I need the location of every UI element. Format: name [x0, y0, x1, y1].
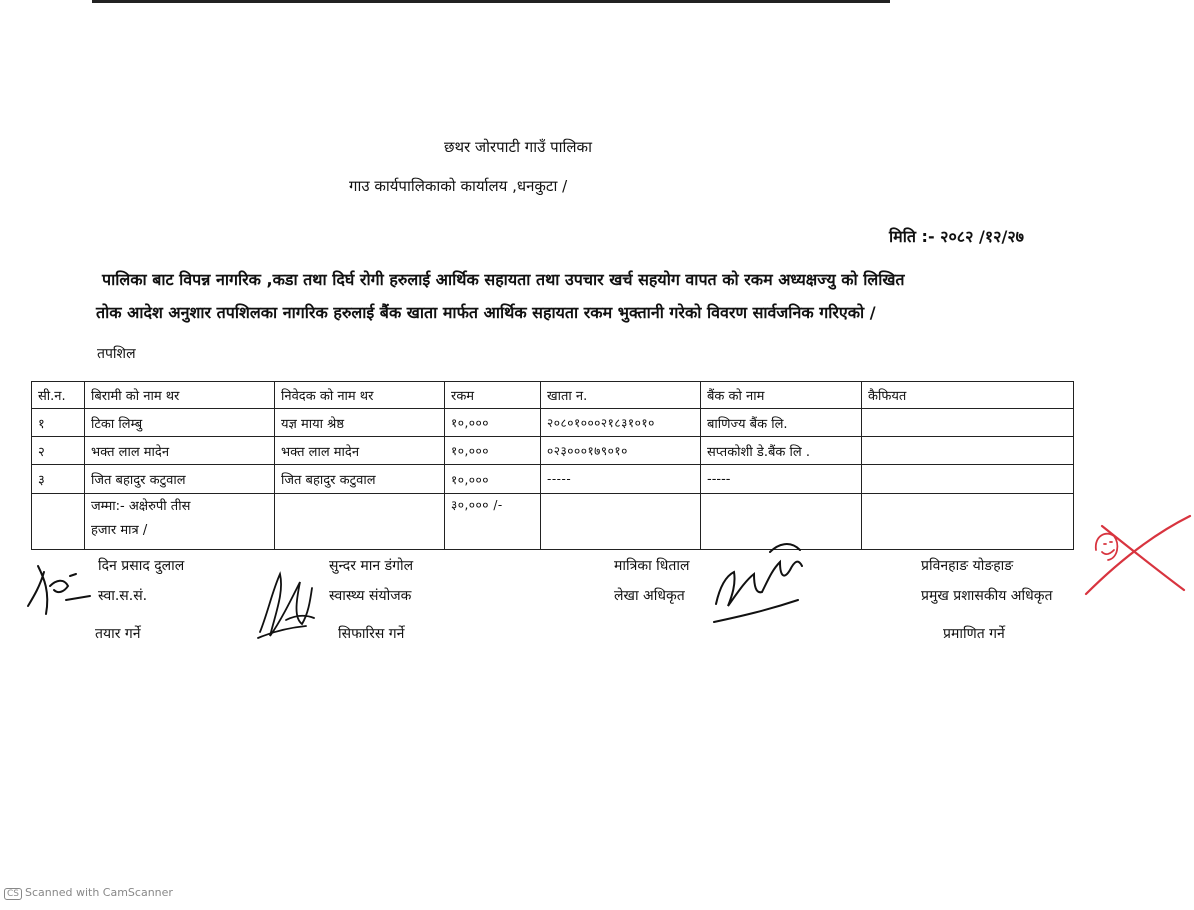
- table-row: [32, 465, 1074, 493]
- column-header: निवेदक को नाम थर: [275, 382, 445, 409]
- amount-cell: १०,०००: [445, 465, 541, 493]
- signatory-2-title: स्वास्थ्य संयोजक: [329, 588, 412, 604]
- total-applicant-cell: [275, 493, 445, 549]
- applicant-name-cell: भक्त लाल मादेन: [275, 437, 445, 465]
- table-row: [32, 409, 1074, 437]
- column-header: रकम: [445, 382, 541, 409]
- total-account-cell: [541, 493, 701, 549]
- signatory-2-name: सुन्दर मान डंगोल: [329, 558, 414, 574]
- approval-mark-icon: [1080, 510, 1194, 606]
- remarks-cell: [862, 409, 1074, 437]
- beneficiary-table: [31, 381, 1074, 550]
- remarks-cell: [862, 437, 1074, 465]
- signatory-4-title: प्रमुख प्रशासकीय अधिकृत: [921, 588, 1053, 604]
- signature-3-handwritten: [706, 536, 814, 628]
- applicant-name-cell: यज्ञ माया श्रेष्ठ: [275, 409, 445, 437]
- total-serial-cell: [32, 493, 85, 549]
- notice-line-2: तोक आदेश अनुशार तपशिलका नागरिक हरुलाई बैंक खाता मार्फत आर्थिक सहायता रकम भुक्तानी गरेको विवरण सार्वजनिक गरिएको /: [96, 303, 876, 322]
- table-row: [32, 437, 1074, 465]
- notice-line-1: पालिका बाट विपन्न नागरिक ,कडा तथा दिर्घ रोगी हरुलाई आर्थिक सहायता तथा उपचार खर्च सहयोग वापत को रकम अध्यक्षज्यु को लिखित: [102, 270, 905, 289]
- patient-name-cell: भक्त लाल मादेन: [85, 437, 275, 465]
- signature-1-handwritten: [20, 556, 100, 620]
- total-label-line-1: जम्मा:- अक्षेरुपी तीस: [91, 498, 191, 514]
- remarks-cell: [862, 465, 1074, 493]
- total-label-cell: [85, 493, 275, 549]
- signature-2-handwritten: [250, 562, 330, 644]
- bank-name-cell: बाणिज्य बैंक लि.: [701, 409, 862, 437]
- date-line: मिति :- २०८२ /१२/२७: [889, 227, 1024, 246]
- account-number-cell: ०२३०००१७९०१०: [541, 437, 701, 465]
- scanner-text: Scanned with CamScanner: [25, 886, 173, 899]
- camscanner-logo-icon: CS: [4, 888, 22, 900]
- org-name: छथर जोरपाटी गाउँ पालिका: [444, 138, 592, 156]
- account-number-cell: २०८०१०००२१८३१०१०: [541, 409, 701, 437]
- table-header-row: [32, 382, 1074, 409]
- column-header: सी.न.: [32, 382, 85, 409]
- column-header: कैफियत: [862, 382, 1074, 409]
- signatory-4-role: प्रमाणित गर्ने: [943, 626, 1005, 642]
- column-header: बैंक को नाम: [701, 382, 862, 409]
- scan-top-edge: [92, 0, 890, 3]
- serial-cell: ३: [32, 465, 85, 493]
- section-label: तपशिल: [97, 346, 136, 362]
- amount-cell: १०,०००: [445, 437, 541, 465]
- serial-cell: २: [32, 437, 85, 465]
- applicant-name-cell: जित बहादुर कटुवाल: [275, 465, 445, 493]
- signatory-1-title: स्वा.स.सं.: [98, 588, 148, 604]
- office-line: गाउ कार्यपालिकाको कार्यालय ,धनकुटा /: [349, 177, 568, 195]
- scanner-watermark: [4, 886, 173, 900]
- signatory-1-name: दिन प्रसाद दुलाल: [98, 558, 185, 574]
- amount-cell: १०,०००: [445, 409, 541, 437]
- serial-cell: १: [32, 409, 85, 437]
- signatory-1-role: तयार गर्ने: [95, 626, 141, 642]
- account-number-cell: -----: [541, 465, 701, 493]
- signatory-2-role: सिफारिस गर्ने: [338, 626, 405, 642]
- bank-name-cell: सप्तकोशी डे.बैंक लि .: [701, 437, 862, 465]
- signatory-3-title: लेखा अधिकृत: [614, 588, 685, 604]
- bank-name-cell: -----: [701, 465, 862, 493]
- signatory-4-name: प्रविनहाङ योङहाङ: [921, 558, 1014, 574]
- column-header: बिरामी को नाम थर: [85, 382, 275, 409]
- column-header: खाता न.: [541, 382, 701, 409]
- patient-name-cell: जित बहादुर कटुवाल: [85, 465, 275, 493]
- total-remarks-cell: [862, 493, 1074, 549]
- total-amount-cell: ३०,००० /-: [445, 493, 541, 549]
- total-label-line-2: हजार मात्र /: [91, 522, 148, 538]
- table-total-row: [32, 493, 1074, 549]
- signatory-3-name: मात्रिका धिताल: [614, 558, 690, 574]
- patient-name-cell: टिका लिम्बु: [85, 409, 275, 437]
